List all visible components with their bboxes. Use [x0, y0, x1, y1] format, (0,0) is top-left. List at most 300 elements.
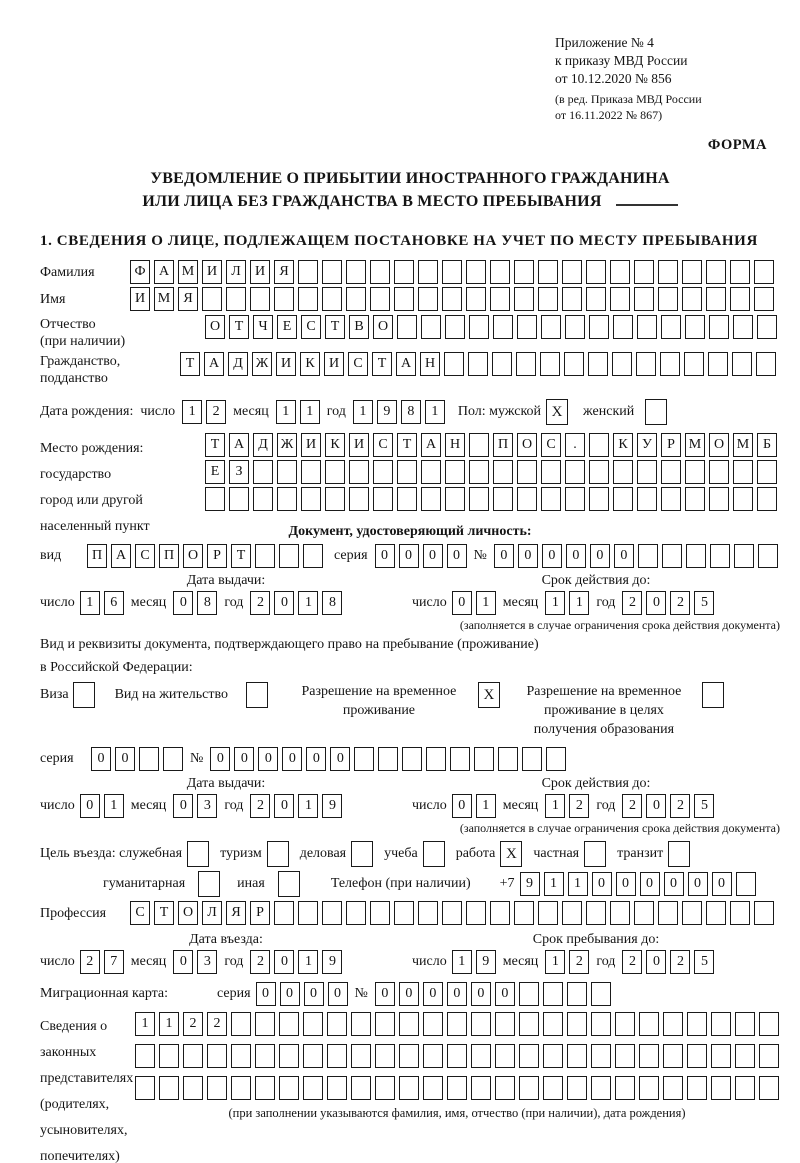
char-cell[interactable] [687, 1012, 707, 1036]
char-cell[interactable]: 0 [712, 872, 732, 896]
char-cell[interactable] [759, 1044, 779, 1068]
char-cell[interactable] [226, 287, 246, 311]
char-cell[interactable] [447, 1044, 467, 1068]
char-cell[interactable] [682, 901, 702, 925]
purpose-chastnaya-checkbox[interactable] [584, 841, 606, 867]
char-cell[interactable]: Т [231, 544, 251, 568]
char-cell[interactable] [637, 487, 657, 511]
char-cell[interactable] [183, 1076, 203, 1100]
char-cell[interactable] [423, 1076, 443, 1100]
char-cell[interactable] [399, 1012, 419, 1036]
char-cell[interactable]: 0 [328, 982, 348, 1006]
char-cell[interactable]: Т [205, 433, 225, 457]
char-cell[interactable] [686, 544, 706, 568]
char-cell[interactable]: 9 [377, 400, 397, 424]
char-cell[interactable] [327, 1044, 347, 1068]
char-cell[interactable]: Т [372, 352, 392, 376]
char-cell[interactable]: 0 [518, 544, 538, 568]
char-cell[interactable]: С [541, 433, 561, 457]
char-cell[interactable] [538, 260, 558, 284]
char-cell[interactable] [163, 747, 183, 771]
char-cell[interactable] [279, 1076, 299, 1100]
char-cell[interactable]: 0 [494, 544, 514, 568]
char-cell[interactable] [736, 872, 756, 896]
char-cell[interactable] [546, 747, 566, 771]
char-cell[interactable]: С [130, 901, 150, 925]
char-cell[interactable] [450, 747, 470, 771]
char-cell[interactable]: Я [178, 287, 198, 311]
char-cell[interactable] [471, 1076, 491, 1100]
char-cell[interactable]: Л [226, 260, 246, 284]
char-cell[interactable]: 9 [520, 872, 540, 896]
char-cell[interactable] [399, 1044, 419, 1068]
char-cell[interactable]: 0 [304, 982, 324, 1006]
char-cell[interactable]: А [396, 352, 416, 376]
char-cell[interactable] [562, 901, 582, 925]
char-cell[interactable]: А [421, 433, 441, 457]
char-cell[interactable] [207, 1076, 227, 1100]
char-cell[interactable] [538, 901, 558, 925]
char-cell[interactable]: 2 [250, 794, 270, 818]
rvp-checkbox[interactable]: X [478, 682, 500, 708]
char-cell[interactable]: 1 [298, 794, 318, 818]
char-cell[interactable] [253, 460, 273, 484]
char-cell[interactable]: С [301, 315, 321, 339]
char-cell[interactable] [658, 287, 678, 311]
char-cell[interactable] [634, 287, 654, 311]
char-cell[interactable]: 0 [375, 982, 395, 1006]
char-cell[interactable] [421, 460, 441, 484]
char-cell[interactable]: Ч [253, 315, 273, 339]
char-cell[interactable] [495, 1044, 515, 1068]
char-cell[interactable] [490, 901, 510, 925]
char-cell[interactable]: 0 [614, 544, 634, 568]
sex-female-checkbox[interactable] [645, 399, 667, 425]
char-cell[interactable]: 0 [566, 544, 586, 568]
char-cell[interactable] [327, 1012, 347, 1036]
char-cell[interactable]: 9 [322, 950, 342, 974]
char-cell[interactable] [591, 982, 611, 1006]
char-cell[interactable] [514, 287, 534, 311]
char-cell[interactable]: 0 [210, 747, 230, 771]
char-cell[interactable] [255, 1012, 275, 1036]
char-cell[interactable]: 0 [423, 982, 443, 1006]
char-cell[interactable] [565, 315, 585, 339]
char-cell[interactable] [469, 433, 489, 457]
char-cell[interactable] [351, 1076, 371, 1100]
char-cell[interactable]: К [325, 433, 345, 457]
char-cell[interactable]: 2 [670, 794, 690, 818]
char-cell[interactable]: О [709, 433, 729, 457]
purpose-gumanitarnaya-checkbox[interactable] [198, 871, 220, 897]
char-cell[interactable]: Р [661, 433, 681, 457]
char-cell[interactable] [135, 1044, 155, 1068]
char-cell[interactable]: 0 [274, 591, 294, 615]
char-cell[interactable]: Б [757, 433, 777, 457]
char-cell[interactable]: Я [274, 260, 294, 284]
char-cell[interactable]: 1 [80, 591, 100, 615]
char-cell[interactable] [445, 315, 465, 339]
char-cell[interactable]: 3 [197, 794, 217, 818]
char-cell[interactable] [322, 287, 342, 311]
char-cell[interactable]: Я [226, 901, 246, 925]
char-cell[interactable] [231, 1044, 251, 1068]
char-cell[interactable]: 2 [670, 950, 690, 974]
char-cell[interactable] [519, 1076, 539, 1100]
char-cell[interactable] [730, 260, 750, 284]
char-cell[interactable]: О [183, 544, 203, 568]
char-cell[interactable]: М [154, 287, 174, 311]
char-cell[interactable] [274, 287, 294, 311]
char-cell[interactable] [637, 460, 657, 484]
char-cell[interactable] [378, 747, 398, 771]
char-cell[interactable]: 1 [569, 591, 589, 615]
char-cell[interactable] [610, 260, 630, 284]
char-cell[interactable]: Ф [130, 260, 150, 284]
char-cell[interactable]: 5 [694, 950, 714, 974]
char-cell[interactable]: К [613, 433, 633, 457]
char-cell[interactable] [495, 1012, 515, 1036]
purpose-inaya-checkbox[interactable] [278, 871, 300, 897]
char-cell[interactable]: 0 [399, 982, 419, 1006]
char-cell[interactable]: 0 [280, 982, 300, 1006]
char-cell[interactable]: 1 [135, 1012, 155, 1036]
char-cell[interactable] [492, 352, 512, 376]
char-cell[interactable] [610, 287, 630, 311]
char-cell[interactable] [397, 487, 417, 511]
char-cell[interactable] [354, 747, 374, 771]
char-cell[interactable] [514, 260, 534, 284]
char-cell[interactable]: Н [420, 352, 440, 376]
char-cell[interactable] [663, 1076, 683, 1100]
char-cell[interactable]: 0 [274, 950, 294, 974]
char-cell[interactable]: Е [277, 315, 297, 339]
char-cell[interactable]: Т [229, 315, 249, 339]
char-cell[interactable]: 1 [476, 794, 496, 818]
char-cell[interactable]: 0 [375, 544, 395, 568]
char-cell[interactable]: О [517, 433, 537, 457]
char-cell[interactable] [444, 352, 464, 376]
char-cell[interactable] [613, 460, 633, 484]
char-cell[interactable]: 2 [622, 950, 642, 974]
char-cell[interactable] [757, 487, 777, 511]
char-cell[interactable] [687, 1076, 707, 1100]
char-cell[interactable] [711, 1044, 731, 1068]
char-cell[interactable]: 0 [80, 794, 100, 818]
char-cell[interactable] [754, 287, 774, 311]
char-cell[interactable]: В [349, 315, 369, 339]
char-cell[interactable]: 0 [274, 794, 294, 818]
rvp-education-checkbox[interactable] [702, 682, 724, 708]
char-cell[interactable] [493, 315, 513, 339]
char-cell[interactable] [610, 901, 630, 925]
char-cell[interactable]: . [565, 433, 585, 457]
char-cell[interactable] [325, 487, 345, 511]
char-cell[interactable]: А [111, 544, 131, 568]
char-cell[interactable] [442, 901, 462, 925]
char-cell[interactable]: М [685, 433, 705, 457]
char-cell[interactable] [661, 487, 681, 511]
char-cell[interactable]: 1 [568, 872, 588, 896]
char-cell[interactable]: 5 [694, 794, 714, 818]
char-cell[interactable] [322, 901, 342, 925]
purpose-sluzhebnaya-checkbox[interactable] [187, 841, 209, 867]
char-cell[interactable] [709, 487, 729, 511]
char-cell[interactable] [711, 1076, 731, 1100]
char-cell[interactable] [567, 1076, 587, 1100]
char-cell[interactable]: Д [253, 433, 273, 457]
char-cell[interactable]: 0 [646, 950, 666, 974]
char-cell[interactable]: 0 [646, 591, 666, 615]
char-cell[interactable]: 2 [80, 950, 100, 974]
char-cell[interactable] [442, 287, 462, 311]
char-cell[interactable]: И [324, 352, 344, 376]
char-cell[interactable] [442, 260, 462, 284]
char-cell[interactable]: И [276, 352, 296, 376]
char-cell[interactable] [303, 544, 323, 568]
char-cell[interactable]: 1 [452, 950, 472, 974]
char-cell[interactable] [734, 544, 754, 568]
char-cell[interactable]: У [637, 433, 657, 457]
char-cell[interactable] [517, 315, 537, 339]
char-cell[interactable]: П [159, 544, 179, 568]
char-cell[interactable] [159, 1044, 179, 1068]
char-cell[interactable]: 9 [476, 950, 496, 974]
char-cell[interactable]: 2 [569, 950, 589, 974]
char-cell[interactable] [708, 352, 728, 376]
char-cell[interactable] [466, 901, 486, 925]
char-cell[interactable] [733, 460, 753, 484]
char-cell[interactable] [426, 747, 446, 771]
char-cell[interactable] [202, 287, 222, 311]
char-cell[interactable] [301, 487, 321, 511]
char-cell[interactable] [447, 1012, 467, 1036]
char-cell[interactable]: 5 [694, 591, 714, 615]
char-cell[interactable] [658, 901, 678, 925]
char-cell[interactable] [474, 747, 494, 771]
char-cell[interactable] [685, 315, 705, 339]
char-cell[interactable] [519, 982, 539, 1006]
char-cell[interactable] [468, 352, 488, 376]
char-cell[interactable] [706, 901, 726, 925]
char-cell[interactable]: 0 [640, 872, 660, 896]
char-cell[interactable]: 2 [569, 794, 589, 818]
char-cell[interactable]: 0 [173, 950, 193, 974]
char-cell[interactable] [634, 260, 654, 284]
char-cell[interactable]: 2 [622, 591, 642, 615]
char-cell[interactable] [231, 1012, 251, 1036]
char-cell[interactable] [639, 1076, 659, 1100]
char-cell[interactable]: 0 [447, 544, 467, 568]
char-cell[interactable] [522, 747, 542, 771]
char-cell[interactable] [519, 1012, 539, 1036]
char-cell[interactable]: Р [250, 901, 270, 925]
char-cell[interactable] [543, 1044, 563, 1068]
char-cell[interactable] [735, 1044, 755, 1068]
char-cell[interactable] [658, 260, 678, 284]
residence-permit-checkbox[interactable] [246, 682, 268, 708]
char-cell[interactable] [541, 460, 561, 484]
char-cell[interactable] [586, 260, 606, 284]
char-cell[interactable] [730, 901, 750, 925]
visa-checkbox[interactable] [73, 682, 95, 708]
char-cell[interactable]: И [250, 260, 270, 284]
char-cell[interactable] [562, 287, 582, 311]
char-cell[interactable] [735, 1012, 755, 1036]
char-cell[interactable]: О [373, 315, 393, 339]
char-cell[interactable]: 9 [322, 794, 342, 818]
char-cell[interactable]: 0 [234, 747, 254, 771]
char-cell[interactable] [418, 260, 438, 284]
char-cell[interactable]: Р [207, 544, 227, 568]
char-cell[interactable] [274, 901, 294, 925]
char-cell[interactable]: 0 [423, 544, 443, 568]
char-cell[interactable] [301, 460, 321, 484]
char-cell[interactable]: 0 [495, 982, 515, 1006]
char-cell[interactable]: 0 [447, 982, 467, 1006]
char-cell[interactable]: 0 [282, 747, 302, 771]
char-cell[interactable]: 0 [256, 982, 276, 1006]
char-cell[interactable]: 0 [590, 544, 610, 568]
char-cell[interactable]: Т [180, 352, 200, 376]
char-cell[interactable] [634, 901, 654, 925]
char-cell[interactable] [277, 460, 297, 484]
char-cell[interactable]: 0 [306, 747, 326, 771]
char-cell[interactable] [418, 901, 438, 925]
char-cell[interactable] [397, 460, 417, 484]
char-cell[interactable] [682, 260, 702, 284]
char-cell[interactable] [373, 487, 393, 511]
char-cell[interactable]: 1 [544, 872, 564, 896]
char-cell[interactable] [322, 260, 342, 284]
char-cell[interactable] [757, 315, 777, 339]
char-cell[interactable]: 0 [258, 747, 278, 771]
char-cell[interactable] [303, 1012, 323, 1036]
char-cell[interactable] [493, 460, 513, 484]
char-cell[interactable]: 0 [646, 794, 666, 818]
char-cell[interactable] [756, 352, 776, 376]
char-cell[interactable] [591, 1044, 611, 1068]
char-cell[interactable] [402, 747, 422, 771]
char-cell[interactable] [588, 352, 608, 376]
char-cell[interactable] [327, 1076, 347, 1100]
char-cell[interactable]: 0 [664, 872, 684, 896]
char-cell[interactable]: 0 [330, 747, 350, 771]
char-cell[interactable] [445, 460, 465, 484]
char-cell[interactable] [565, 460, 585, 484]
char-cell[interactable] [373, 460, 393, 484]
char-cell[interactable]: 0 [115, 747, 135, 771]
char-cell[interactable] [754, 901, 774, 925]
char-cell[interactable] [758, 544, 778, 568]
char-cell[interactable]: 0 [399, 544, 419, 568]
char-cell[interactable]: С [373, 433, 393, 457]
char-cell[interactable] [754, 260, 774, 284]
char-cell[interactable] [279, 1012, 299, 1036]
char-cell[interactable]: 0 [616, 872, 636, 896]
char-cell[interactable]: 8 [322, 591, 342, 615]
char-cell[interactable]: Н [445, 433, 465, 457]
char-cell[interactable] [207, 1044, 227, 1068]
char-cell[interactable] [637, 315, 657, 339]
char-cell[interactable]: Т [397, 433, 417, 457]
char-cell[interactable]: И [301, 433, 321, 457]
char-cell[interactable] [684, 352, 704, 376]
char-cell[interactable] [279, 1044, 299, 1068]
char-cell[interactable] [759, 1012, 779, 1036]
char-cell[interactable] [370, 287, 390, 311]
char-cell[interactable]: М [178, 260, 198, 284]
char-cell[interactable]: Т [325, 315, 345, 339]
char-cell[interactable]: 1 [353, 400, 373, 424]
char-cell[interactable]: 2 [183, 1012, 203, 1036]
char-cell[interactable] [589, 433, 609, 457]
char-cell[interactable] [250, 287, 270, 311]
char-cell[interactable] [660, 352, 680, 376]
char-cell[interactable] [517, 460, 537, 484]
char-cell[interactable] [543, 1076, 563, 1100]
char-cell[interactable] [183, 1044, 203, 1068]
char-cell[interactable]: 6 [104, 591, 124, 615]
char-cell[interactable]: 1 [545, 591, 565, 615]
char-cell[interactable] [471, 1044, 491, 1068]
char-cell[interactable] [445, 487, 465, 511]
char-cell[interactable]: 0 [592, 872, 612, 896]
char-cell[interactable] [591, 1012, 611, 1036]
char-cell[interactable]: 1 [545, 794, 565, 818]
char-cell[interactable]: С [348, 352, 368, 376]
char-cell[interactable] [349, 460, 369, 484]
char-cell[interactable] [514, 901, 534, 925]
char-cell[interactable]: 7 [104, 950, 124, 974]
char-cell[interactable] [466, 287, 486, 311]
char-cell[interactable]: А [204, 352, 224, 376]
char-cell[interactable] [589, 487, 609, 511]
char-cell[interactable]: 2 [622, 794, 642, 818]
char-cell[interactable] [541, 487, 561, 511]
char-cell[interactable] [663, 1044, 683, 1068]
char-cell[interactable] [490, 260, 510, 284]
char-cell[interactable] [615, 1044, 635, 1068]
char-cell[interactable] [423, 1044, 443, 1068]
char-cell[interactable] [397, 315, 417, 339]
char-cell[interactable]: Ж [277, 433, 297, 457]
char-cell[interactable]: 1 [425, 400, 445, 424]
char-cell[interactable] [612, 352, 632, 376]
char-cell[interactable] [562, 260, 582, 284]
char-cell[interactable] [639, 1044, 659, 1068]
char-cell[interactable] [298, 260, 318, 284]
purpose-turizm-checkbox[interactable] [267, 841, 289, 867]
char-cell[interactable] [394, 260, 414, 284]
char-cell[interactable] [229, 487, 249, 511]
char-cell[interactable]: П [493, 433, 513, 457]
char-cell[interactable] [567, 982, 587, 1006]
char-cell[interactable] [565, 487, 585, 511]
char-cell[interactable] [735, 1076, 755, 1100]
char-cell[interactable] [730, 287, 750, 311]
char-cell[interactable]: О [205, 315, 225, 339]
char-cell[interactable] [370, 901, 390, 925]
char-cell[interactable] [375, 1076, 395, 1100]
char-cell[interactable] [567, 1044, 587, 1068]
char-cell[interactable] [493, 487, 513, 511]
char-cell[interactable] [638, 544, 658, 568]
char-cell[interactable] [685, 460, 705, 484]
char-cell[interactable]: 2 [670, 591, 690, 615]
char-cell[interactable]: 0 [452, 794, 472, 818]
char-cell[interactable] [298, 287, 318, 311]
